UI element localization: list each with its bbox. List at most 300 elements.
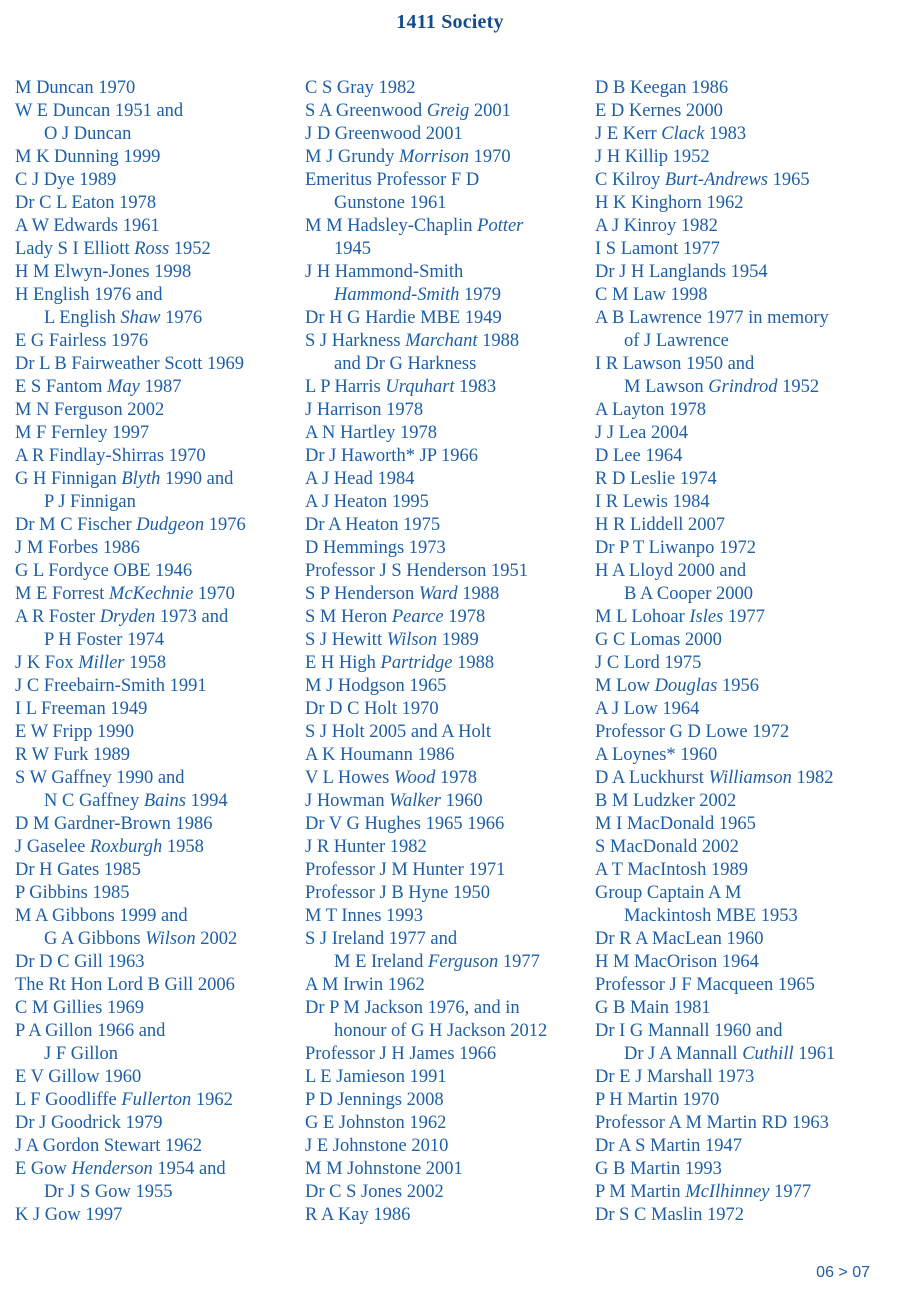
member-text: G E Johnston 1962	[305, 1113, 447, 1133]
member-text: A J Kinroy 1982	[595, 216, 718, 236]
member-text: E G Fairless 1976	[15, 331, 149, 351]
list-item	[15, 560, 305, 583]
list-item	[595, 928, 885, 951]
member-text: J Howman	[305, 791, 390, 811]
list-item	[305, 123, 595, 146]
maiden-name: Roxburgh	[90, 837, 163, 857]
column-3	[595, 77, 885, 1227]
list-item	[15, 675, 305, 698]
list-item	[595, 1112, 885, 1135]
list-item	[15, 882, 305, 905]
member-text: E D Kernes 2000	[595, 101, 723, 121]
list-item	[595, 583, 885, 606]
list-item	[15, 1089, 305, 1112]
member-text: M M Johnstone 2001	[305, 1159, 463, 1179]
member-text: J E Johnstone 2010	[305, 1136, 449, 1156]
list-item	[15, 928, 305, 951]
maiden-name: Clack	[661, 124, 705, 144]
list-item	[595, 537, 885, 560]
member-text: A W Edwards 1961	[15, 216, 160, 236]
member-text: C M Gillies 1969	[15, 998, 144, 1018]
maiden-name: Burt-Andrews	[664, 170, 769, 190]
member-text: N C Gaffney	[44, 791, 144, 811]
member-text: D Lee 1964	[595, 446, 683, 466]
member-text: 1977	[723, 607, 765, 627]
member-text: J H Killip 1952	[595, 147, 710, 167]
member-text: 1956	[717, 676, 759, 696]
list-item	[15, 1158, 305, 1181]
member-text: J D Greenwood 2001	[305, 124, 463, 144]
maiden-name: Morrison	[399, 147, 469, 167]
list-item	[15, 376, 305, 399]
list-item	[15, 1204, 305, 1227]
member-text: 1958	[162, 837, 204, 857]
maiden-name: Wilson	[145, 929, 196, 949]
member-text: M Lawson	[624, 377, 709, 397]
maiden-name: Dryden	[99, 607, 156, 627]
member-text: Dr S C Maslin 1972	[595, 1205, 745, 1225]
member-text: I S Lamont 1977	[595, 239, 720, 259]
list-item	[595, 353, 885, 376]
list-item	[595, 468, 885, 491]
list-item	[595, 100, 885, 123]
maiden-name: Fullerton	[121, 1090, 192, 1110]
list-item	[305, 1020, 595, 1043]
list-item	[15, 767, 305, 790]
member-text: J C Lord 1975	[595, 653, 702, 673]
member-text: Dr E J Marshall 1973	[595, 1067, 755, 1087]
member-text: 1976	[204, 515, 246, 535]
maiden-name: Walker	[389, 791, 442, 811]
member-text: A B Lawrence 1977 in memory	[595, 308, 829, 328]
member-text: D M Gardner-Brown 1986	[15, 814, 213, 834]
member-text: J F Gillon	[44, 1044, 119, 1064]
member-text: O J Duncan	[44, 124, 132, 144]
list-item	[305, 813, 595, 836]
list-item	[15, 330, 305, 353]
list-item	[595, 560, 885, 583]
list-item	[305, 284, 595, 307]
page-number: 06 > 07	[816, 1264, 870, 1281]
maiden-name: Partridge	[380, 653, 453, 673]
member-text: Dr D C Gill 1963	[15, 952, 145, 972]
list-item	[305, 698, 595, 721]
list-item	[15, 606, 305, 629]
member-text: 1990 and	[160, 469, 234, 489]
list-item	[595, 261, 885, 284]
list-item	[595, 629, 885, 652]
list-item	[15, 974, 305, 997]
member-text: G L Fordyce OBE 1946	[15, 561, 193, 581]
member-text: Dr J Goodrick 1979	[15, 1113, 163, 1133]
list-item	[15, 859, 305, 882]
list-item	[15, 698, 305, 721]
member-text: Dr J S Gow 1955	[44, 1182, 173, 1202]
list-item	[595, 859, 885, 882]
member-text: E V Gillow 1960	[15, 1067, 142, 1087]
member-text: P M Martin	[595, 1182, 686, 1202]
member-text: 1962	[191, 1090, 233, 1110]
member-text: Professor J B Hyne 1950	[305, 883, 490, 903]
member-text: of J Lawrence	[624, 331, 729, 351]
member-text: Dr J Haworth* JP 1966	[305, 446, 479, 466]
list-item	[15, 1112, 305, 1135]
list-item	[15, 1020, 305, 1043]
member-text: M E Ireland	[334, 952, 429, 972]
list-item	[595, 951, 885, 974]
list-item	[15, 629, 305, 652]
member-text: G H Finnigan	[15, 469, 122, 489]
list-item	[305, 882, 595, 905]
list-item	[305, 606, 595, 629]
list-item	[595, 146, 885, 169]
list-item	[15, 1135, 305, 1158]
list-item	[15, 238, 305, 261]
list-item	[305, 100, 595, 123]
member-text: J J Lea 2004	[595, 423, 688, 443]
member-text: 1958	[124, 653, 167, 673]
list-item	[15, 123, 305, 146]
member-text: 1977	[769, 1182, 812, 1202]
member-text: E H High	[305, 653, 381, 673]
maiden-name: Isles	[689, 607, 724, 627]
member-text: A M Irwin 1962	[305, 975, 425, 995]
list-item	[15, 1043, 305, 1066]
member-text: E Gow	[15, 1159, 72, 1179]
list-item	[15, 997, 305, 1020]
list-item	[595, 238, 885, 261]
list-item	[305, 376, 595, 399]
member-text: 1977	[498, 952, 540, 972]
member-text: 1988	[452, 653, 495, 673]
member-text: R D Leslie 1974	[595, 469, 717, 489]
member-text: 1965	[768, 170, 810, 190]
member-text: M I MacDonald 1965	[595, 814, 756, 834]
member-text: Dr D C Holt 1970	[305, 699, 439, 719]
member-text: I L Freeman 1949	[15, 699, 148, 719]
maiden-name: McKechnie	[109, 584, 194, 604]
list-item	[15, 744, 305, 767]
list-item	[305, 514, 595, 537]
member-text: 1954 and	[152, 1159, 226, 1179]
list-item	[15, 813, 305, 836]
list-item	[595, 192, 885, 215]
list-item	[595, 215, 885, 238]
list-item	[305, 1204, 595, 1227]
list-item	[595, 169, 885, 192]
list-item	[305, 905, 595, 928]
member-text: E S Fantom	[15, 377, 107, 397]
column-1	[15, 77, 305, 1227]
list-item	[595, 330, 885, 353]
member-text: Dr J A Mannall	[624, 1044, 743, 1064]
member-text: 1970	[193, 584, 235, 604]
member-text: A T MacIntosh 1989	[595, 860, 748, 880]
member-text: Dr L B Fairweather Scott 1969	[15, 354, 244, 374]
list-item	[595, 836, 885, 859]
member-text: 1961	[793, 1044, 836, 1064]
maiden-name: Douglas	[654, 676, 718, 696]
page-title: 1411 Society	[396, 11, 504, 33]
list-item	[15, 422, 305, 445]
list-item	[305, 1066, 595, 1089]
list-item	[305, 1112, 595, 1135]
member-text: A Layton 1978	[595, 400, 706, 420]
list-item	[15, 169, 305, 192]
list-item	[305, 192, 595, 215]
member-text: M Low	[595, 676, 655, 696]
list-item	[595, 77, 885, 100]
list-item	[305, 1158, 595, 1181]
list-item	[595, 1089, 885, 1112]
list-item	[305, 1043, 595, 1066]
maiden-name: Cuthill	[742, 1044, 794, 1064]
maiden-name: Blyth	[121, 469, 161, 489]
member-text: B A Cooper 2000	[624, 584, 753, 604]
member-text: C M Law 1998	[595, 285, 708, 305]
list-item	[595, 606, 885, 629]
member-text: Dr P M Jackson 1976, and in	[305, 998, 520, 1018]
member-text: Dr C S Jones 2002	[305, 1182, 444, 1202]
member-text: V L Howes	[305, 768, 394, 788]
member-text: G C Lomas 2000	[595, 630, 722, 650]
list-item	[15, 192, 305, 215]
member-text: S J Harkness	[305, 331, 406, 351]
list-item	[595, 905, 885, 928]
member-text: A J Low 1964	[595, 699, 700, 719]
list-item	[595, 491, 885, 514]
list-item	[595, 1135, 885, 1158]
member-text: M Duncan 1970	[15, 78, 136, 98]
list-item	[305, 928, 595, 951]
member-text: J E Kerr	[595, 124, 662, 144]
list-item	[15, 514, 305, 537]
list-item	[305, 790, 595, 813]
list-item	[305, 537, 595, 560]
member-text: A R Foster	[15, 607, 100, 627]
list-item	[15, 100, 305, 123]
list-item	[305, 675, 595, 698]
member-text: Dr V G Hughes 1965 1966	[305, 814, 505, 834]
member-text: 1982	[791, 768, 834, 788]
list-item	[305, 974, 595, 997]
list-item	[595, 445, 885, 468]
member-text: Dr H G Hardie MBE 1949	[305, 308, 502, 328]
maiden-name: Bains	[143, 791, 186, 811]
list-item	[15, 790, 305, 813]
list-item	[305, 560, 595, 583]
member-text: J Harrison 1978	[305, 400, 424, 420]
list-item	[305, 997, 595, 1020]
list-item	[15, 836, 305, 859]
member-text: Group Captain A M	[595, 883, 742, 903]
list-item	[305, 261, 595, 284]
member-text: S W Gaffney 1990 and	[15, 768, 185, 788]
member-text: Dr H Gates 1985	[15, 860, 141, 880]
list-item	[305, 215, 595, 238]
member-text: S MacDonald 2002	[595, 837, 739, 857]
list-item	[15, 307, 305, 330]
maiden-name: Shaw	[120, 308, 161, 328]
member-text: D B Keegan 1986	[595, 78, 729, 98]
member-text: H R Liddell 2007	[595, 515, 726, 535]
member-text: 1983	[454, 377, 497, 397]
list-item	[595, 721, 885, 744]
member-text: Professor J F Macqueen 1965	[595, 975, 815, 995]
list-item	[15, 399, 305, 422]
member-text: Emeritus Professor F D	[305, 170, 480, 190]
maiden-name: Miller	[78, 653, 125, 673]
list-item	[15, 353, 305, 376]
maiden-name: Ross	[134, 239, 170, 259]
list-item	[595, 882, 885, 905]
list-item	[305, 330, 595, 353]
list-item	[305, 238, 595, 261]
member-text: A J Head 1984	[305, 469, 415, 489]
list-item	[305, 859, 595, 882]
list-item	[595, 1066, 885, 1089]
member-text: S M Heron	[305, 607, 392, 627]
member-text: 1952	[777, 377, 820, 397]
member-text: H M MacOrison 1964	[595, 952, 759, 972]
member-text: L E Jamieson 1991	[305, 1067, 447, 1087]
member-text: 1979	[459, 285, 502, 305]
member-text: 2002	[195, 929, 238, 949]
member-text: A J Heaton 1995	[305, 492, 429, 512]
member-text: C S Gray 1982	[305, 78, 416, 98]
member-text: 1994	[186, 791, 228, 811]
member-text: Professor J M Hunter 1971	[305, 860, 506, 880]
list-item	[595, 1020, 885, 1043]
member-text: 1983	[704, 124, 747, 144]
member-text: E W Fripp 1990	[15, 722, 135, 742]
member-text: J K Fox	[15, 653, 79, 673]
list-item	[305, 146, 595, 169]
list-item	[305, 583, 595, 606]
member-text: J H Hammond-Smith	[305, 262, 464, 282]
maiden-name: Potter	[477, 216, 524, 236]
member-text: J C Freebairn-Smith 1991	[15, 676, 207, 696]
list-item	[305, 629, 595, 652]
list-item	[595, 744, 885, 767]
member-text: A N Hartley 1978	[305, 423, 438, 443]
member-text: Professor J H James 1966	[305, 1044, 497, 1064]
member-text: Dr R A MacLean 1960	[595, 929, 764, 949]
list-item	[305, 951, 595, 974]
member-text: Professor J S Henderson 1951	[305, 561, 529, 581]
list-item	[305, 422, 595, 445]
list-item	[595, 123, 885, 146]
list-item	[595, 997, 885, 1020]
list-item	[305, 445, 595, 468]
maiden-name: Wood	[393, 768, 436, 788]
list-item	[595, 514, 885, 537]
list-item	[305, 491, 595, 514]
member-text: G A Gibbons	[44, 929, 146, 949]
member-text: Dr C L Eaton 1978	[15, 193, 157, 213]
column-2	[305, 77, 595, 1227]
member-text: S A Greenwood	[305, 101, 427, 121]
member-text: M M Hadsley-Chaplin	[305, 216, 478, 236]
member-text: H English 1976 and	[15, 285, 163, 305]
list-item	[305, 169, 595, 192]
list-item	[305, 721, 595, 744]
list-item	[595, 698, 885, 721]
maiden-name: Ferguson	[428, 952, 499, 972]
member-text: M N Ferguson 2002	[15, 400, 165, 420]
maiden-name: Pearce	[391, 607, 444, 627]
maiden-name: May	[107, 377, 140, 397]
member-text: J A Gordon Stewart 1962	[15, 1136, 203, 1156]
member-text: Dr I G Mannall 1960 and	[595, 1021, 783, 1041]
member-text: W E Duncan 1951 and	[15, 101, 184, 121]
list-item	[595, 813, 885, 836]
list-item	[15, 583, 305, 606]
member-list	[0, 77, 900, 1227]
list-item	[595, 767, 885, 790]
member-text: Dr A S Martin 1947	[595, 1136, 742, 1156]
member-text: M A Gibbons 1999 and	[15, 906, 188, 926]
member-text: Gunstone 1961	[334, 193, 447, 213]
member-text: G B Martin 1993	[595, 1159, 722, 1179]
list-item	[305, 399, 595, 422]
list-item	[305, 77, 595, 100]
list-item	[15, 1181, 305, 1204]
list-item	[15, 468, 305, 491]
member-text: A R Findlay-Shirras 1970	[15, 446, 206, 466]
list-item	[15, 261, 305, 284]
maiden-name: McIlhinney	[685, 1182, 770, 1202]
member-text: Professor G D Lowe 1972	[595, 722, 790, 742]
list-item	[595, 1181, 885, 1204]
list-item	[15, 652, 305, 675]
list-item	[595, 284, 885, 307]
list-item	[595, 422, 885, 445]
list-item	[305, 767, 595, 790]
list-item	[305, 652, 595, 675]
member-text: 1988	[477, 331, 520, 351]
list-item	[595, 376, 885, 399]
member-text: D A Luckhurst	[595, 768, 709, 788]
member-text: I R Lewis 1984	[595, 492, 710, 512]
list-item	[15, 215, 305, 238]
member-text: R A Kay 1986	[305, 1205, 411, 1225]
member-text: M J Grundy	[305, 147, 400, 167]
list-item	[15, 491, 305, 514]
member-text: M K Dunning 1999	[15, 147, 161, 167]
member-text: 1976	[160, 308, 203, 328]
list-item	[595, 974, 885, 997]
member-text: honour of G H Jackson 2012	[334, 1021, 548, 1041]
list-item	[15, 537, 305, 560]
member-text: I R Lawson 1950 and	[595, 354, 755, 374]
member-text: S J Hewitt	[305, 630, 387, 650]
list-item	[305, 1089, 595, 1112]
member-text: G B Main 1981	[595, 998, 711, 1018]
member-text: S J Ireland 1977 and	[305, 929, 458, 949]
list-item	[305, 307, 595, 330]
list-item	[595, 790, 885, 813]
maiden-name: Wilson	[386, 630, 438, 650]
member-text: The Rt Hon Lord B Gill 2006	[15, 975, 235, 995]
member-text: H A Lloyd 2000 and	[595, 561, 747, 581]
list-item	[15, 284, 305, 307]
member-text: 1945	[334, 239, 371, 259]
list-item	[595, 675, 885, 698]
member-text: S P Henderson	[305, 584, 419, 604]
member-text: M F Fernley 1997	[15, 423, 150, 443]
member-text: M E Forrest	[15, 584, 110, 604]
